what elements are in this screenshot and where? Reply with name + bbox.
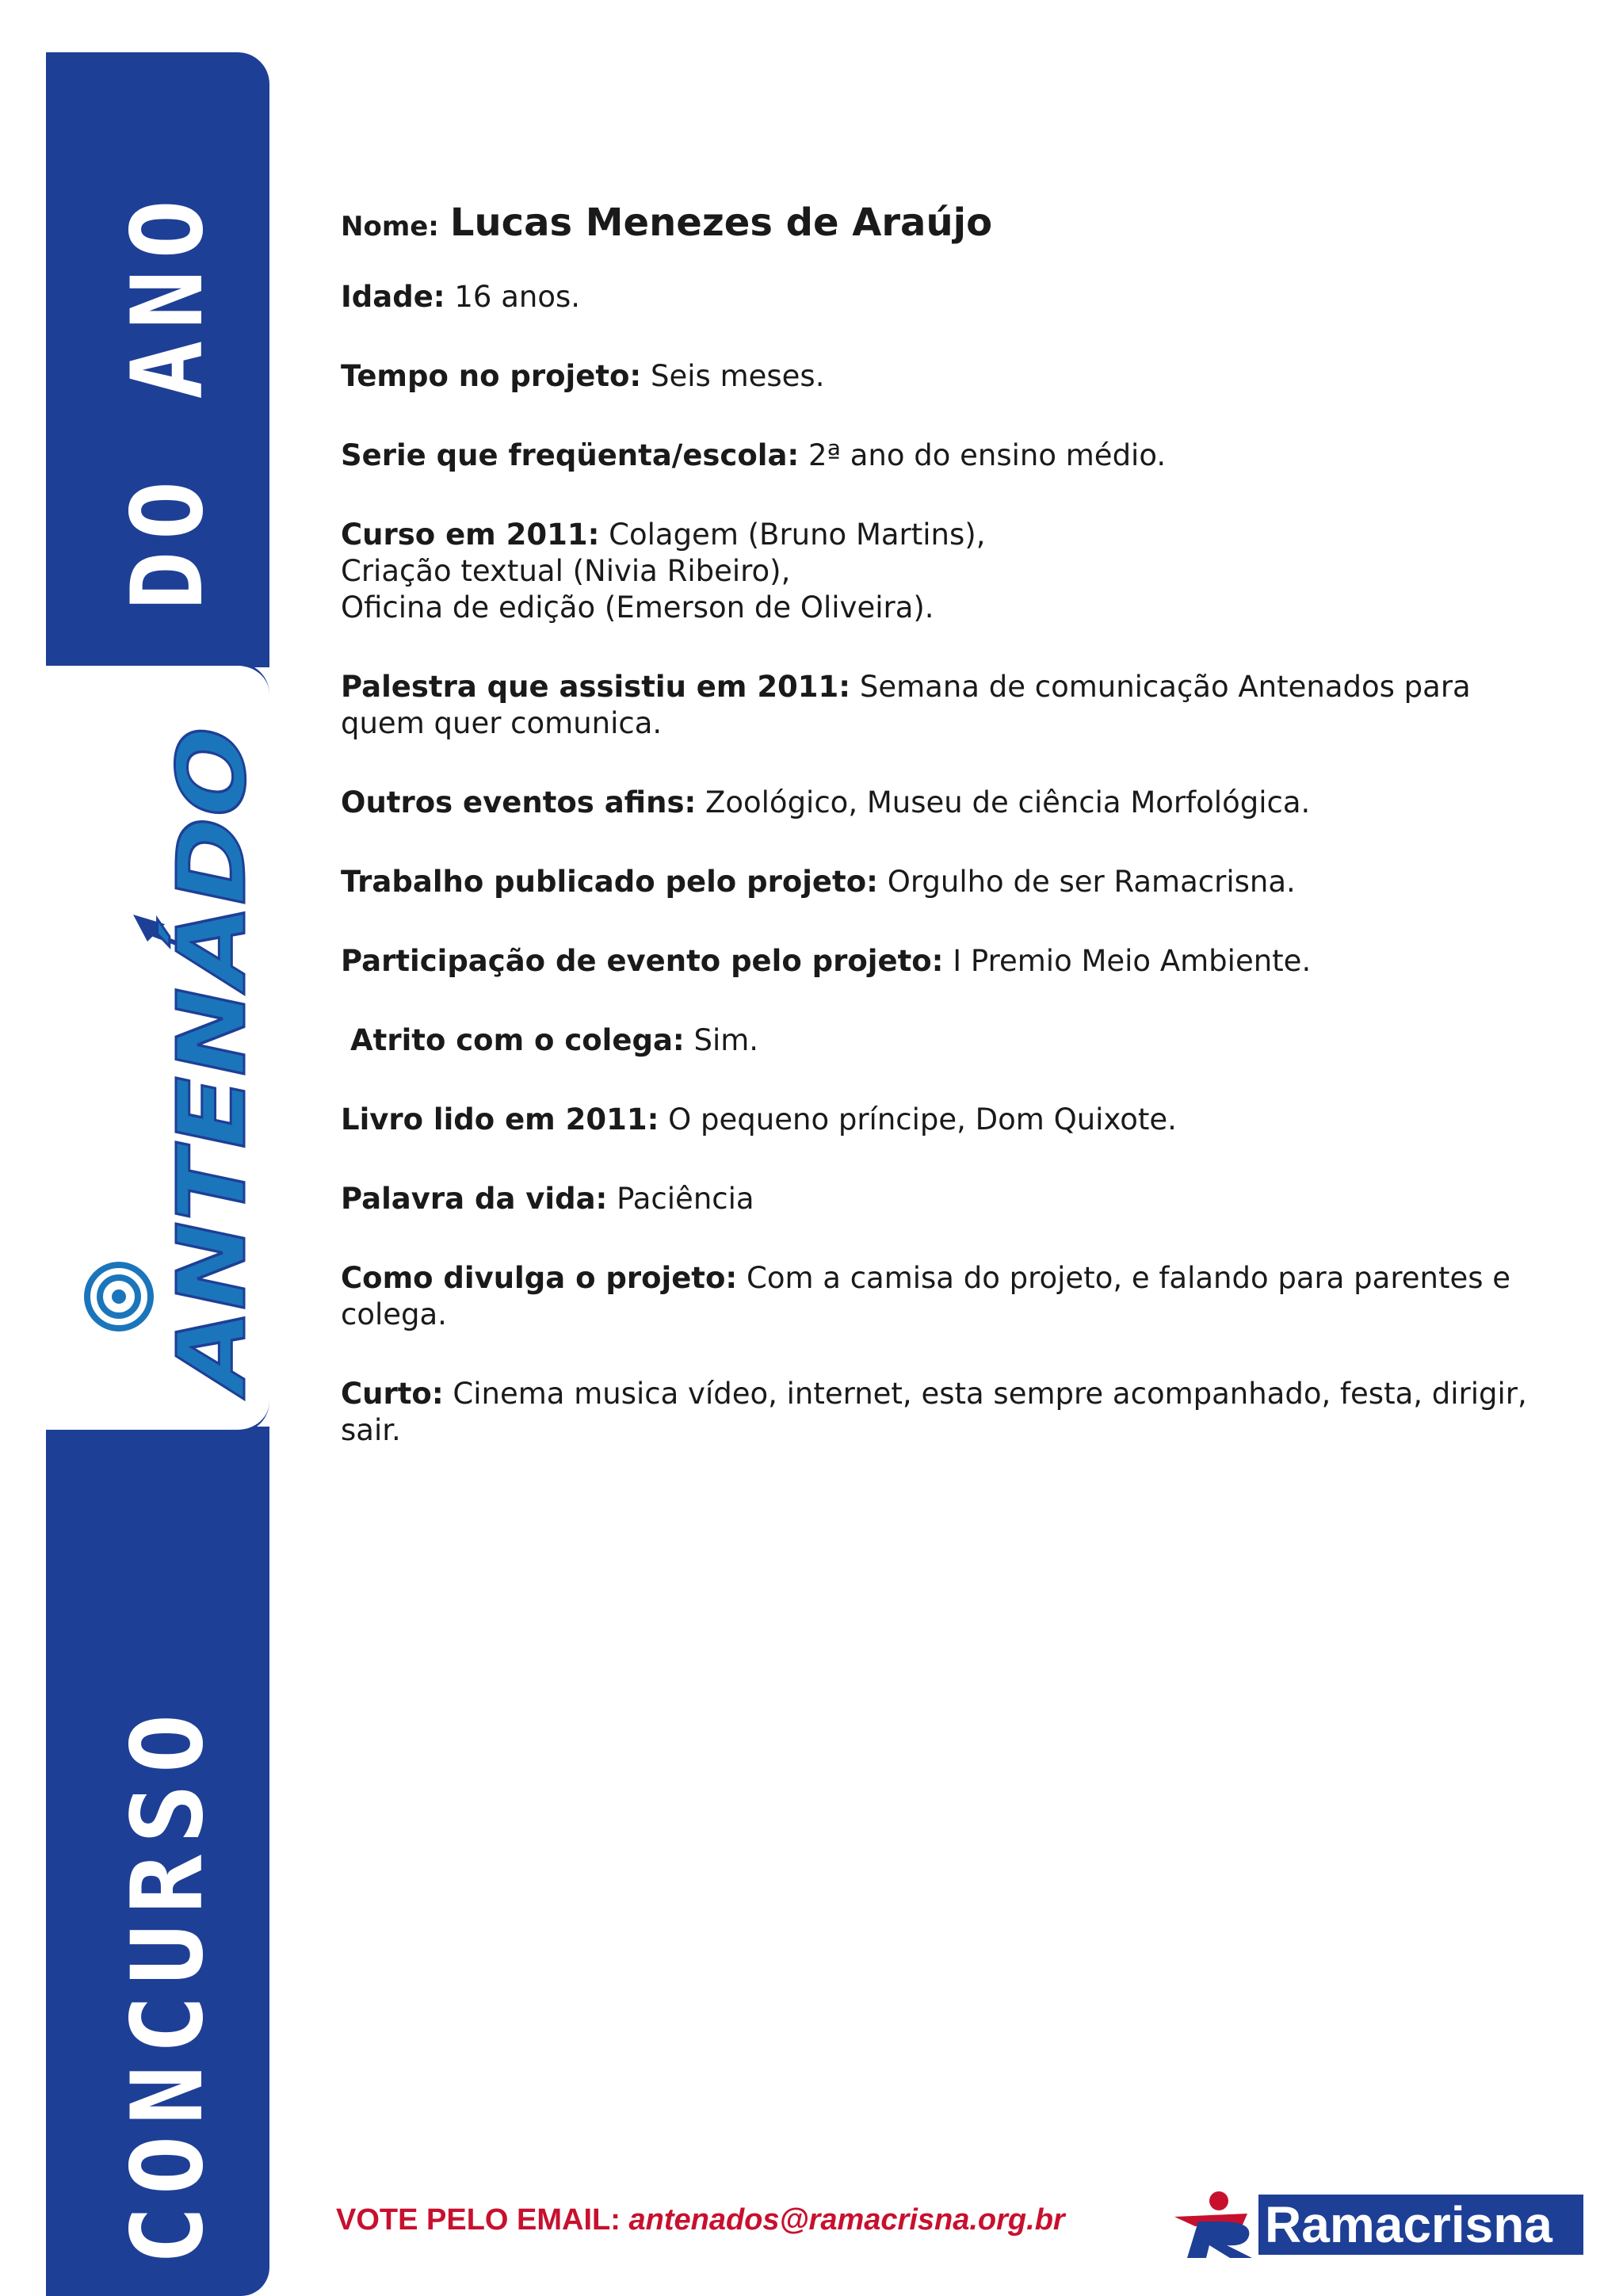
field-value: Cinema musica vídeo, internet, esta sempre acompanhado, festa, dirigir, (453, 1377, 1527, 1412)
field-value: Seis meses. (651, 359, 825, 394)
field-value: Colagem (Bruno Martins), (609, 518, 986, 552)
field-label: Outros eventos afins: (341, 785, 697, 820)
field-label: Serie que freqüenta/escola: (341, 438, 800, 473)
field-value-line: colega. (341, 1297, 447, 1332)
field-label: Livro lido em 2011: (341, 1102, 659, 1137)
field-label: Tempo no projeto: (341, 359, 642, 394)
field-value: Orgulho de ser Ramacrisna. (887, 865, 1296, 900)
sidebar-text-do-ano: DO ANO (111, 189, 225, 610)
field-likes (341, 1376, 1561, 1449)
vote-callout (336, 2203, 1065, 2237)
vote-label: VOTE PELO EMAIL: (336, 2203, 621, 2237)
field-label: Curto: (341, 1377, 444, 1412)
field-book (341, 1102, 1561, 1138)
field-label: Atrito com o colega: (350, 1023, 685, 1058)
field-other-events (341, 785, 1561, 821)
student-name: Lucas Menezes de Araújo (449, 201, 993, 245)
field-published-work (341, 864, 1561, 900)
field-event-participation (341, 943, 1561, 980)
field-age (341, 279, 1561, 315)
field-school (341, 437, 1561, 474)
sidebar-banner (0, 0, 285, 2296)
field-value: O pequeno príncipe, Dom Quixote. (668, 1102, 1177, 1137)
profile-sheet (341, 198, 1561, 1492)
field-courses (341, 517, 1561, 626)
antenna-signal-icon (87, 1265, 151, 1328)
field-label: Palestra que assistiu em 2011: (341, 670, 851, 705)
field-value-line: sair. (341, 1413, 401, 1448)
field-label: Curso em 2011: (341, 518, 600, 552)
field-value-line: quem quer comunica. (341, 706, 663, 741)
field-conflict (341, 1022, 1561, 1059)
field-value: Com a camisa do projeto, e falando para parentes e (746, 1261, 1511, 1296)
field-value: I Premio Meio Ambiente. (953, 944, 1312, 979)
field-lecture (341, 669, 1561, 742)
brand-name: Ramacrisna (1265, 2196, 1552, 2253)
antenado-logo (46, 663, 269, 1433)
field-label: Nome: (341, 211, 439, 243)
ramacrisna-logo (1171, 2190, 1583, 2256)
antenado-logo-text: ANTENÁDO (158, 795, 267, 1405)
field-label: Idade: (341, 280, 445, 315)
field-value: Sim. (693, 1023, 759, 1058)
field-label: Palavra da vida: (341, 1182, 608, 1217)
ramacrisna-mark-icon (1171, 2190, 1266, 2260)
field-value-line: Oficina de edição (Emerson de Oliveira). (341, 590, 934, 625)
field-life-word (341, 1181, 1561, 1217)
field-value: 16 anos. (454, 280, 581, 315)
vote-email-link[interactable]: antenados@ramacrisna.org.br (628, 2203, 1065, 2237)
field-value: Zoológico, Museu de ciência Morfológica. (705, 785, 1311, 820)
field-label: Participação de evento pelo projeto: (341, 944, 944, 979)
field-label: Como divulga o projeto: (341, 1261, 738, 1296)
field-label: Trabalho publicado pelo projeto: (341, 865, 878, 900)
field-promotion (341, 1260, 1561, 1333)
field-value-line: Criação textual (Nivia Ribeiro), (341, 554, 791, 589)
field-value: Semana de comunicação Antenados para (859, 670, 1471, 705)
field-name (341, 198, 1561, 247)
field-value: 2ª ano do ensino médio. (808, 438, 1167, 473)
field-time-in-project (341, 358, 1561, 395)
field-value: Paciência (617, 1182, 754, 1217)
sidebar-text-concurso: CONCURSO (111, 1702, 225, 2265)
